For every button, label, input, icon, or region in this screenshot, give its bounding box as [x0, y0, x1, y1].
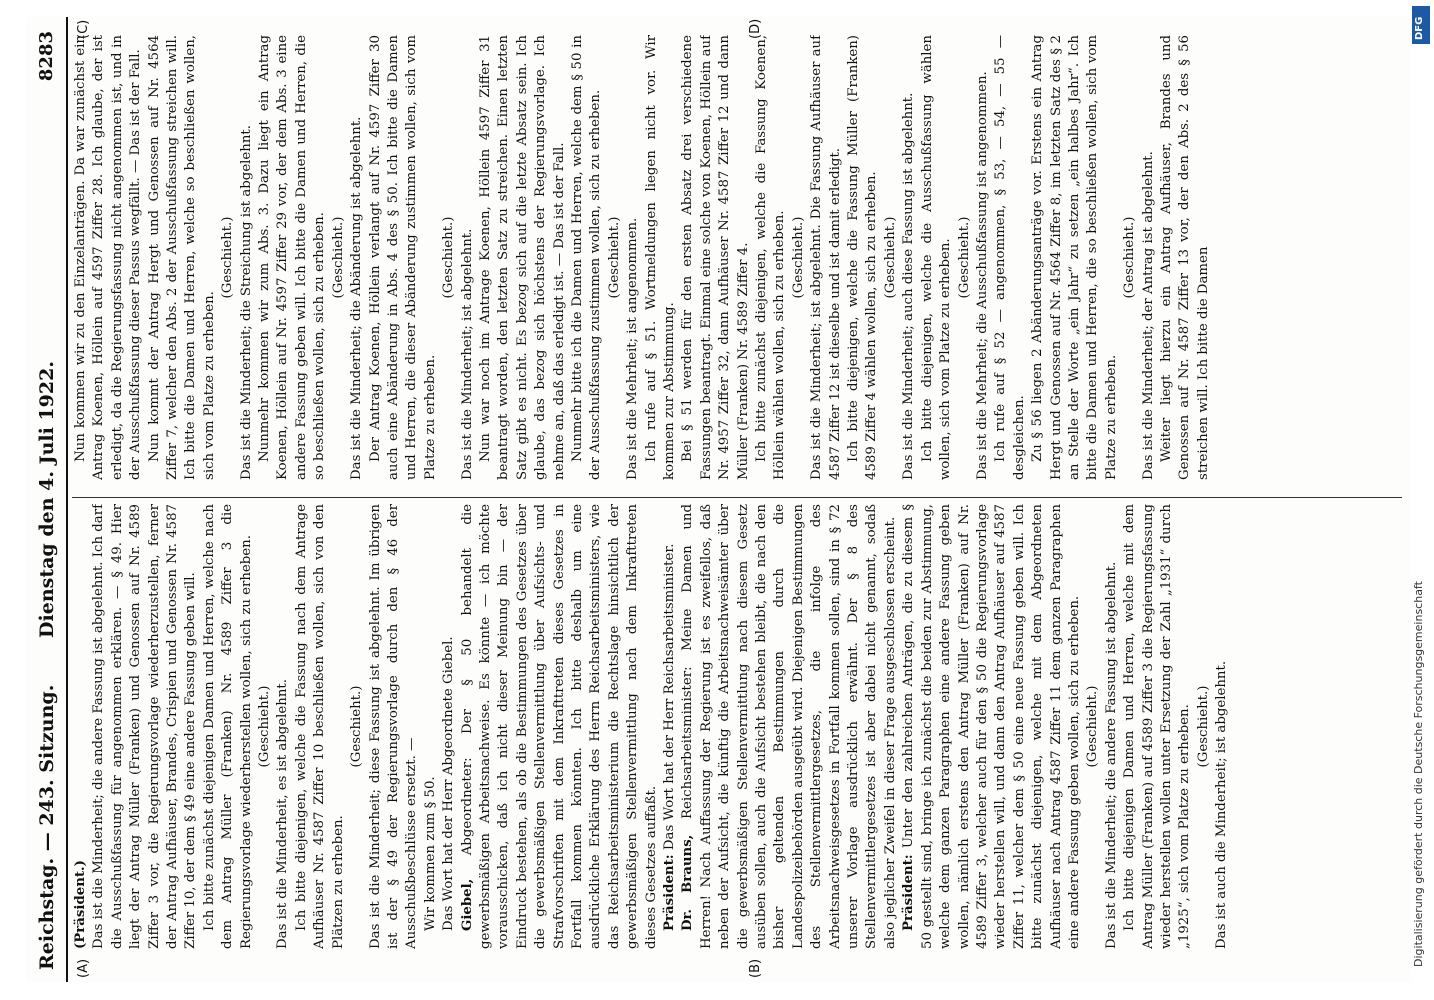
paragraph-text: Nun war noch im Antrage Koenen, Höllein 4597 Ziffer 31 beantragt worden, den letzten Satz zu streichen. Einen letzten Satz gibt es nicht. Es bezog sich auf die letzte Absatz sein. Ich glaube, das bezog sich höchstens der Regierungsvorlage. Ich nehme an, daß das erledigt ist. — Das ist der Fall.: [477, 35, 567, 480]
paragraph: [900, 504, 1084, 949]
right-text-column: [72, 35, 1402, 480]
paragraph-text: (Geschieht.): [441, 216, 457, 299]
paragraph: [330, 35, 348, 480]
paragraph-text: Ich bitte zunächst diejenigen Damen und Herren, welche nach dem Antrag Müller (Franken) Nr. 4589 Ziffer 3 die Regierungsvorlage wiederherstellen wollen, sich zu erheben.: [201, 504, 254, 949]
paragraph-text: Das ist die Minderheit; die Abänderung ist abgelehnt.: [349, 116, 365, 480]
paragraph: [274, 504, 292, 949]
paragraph: [643, 35, 680, 480]
paragraph: [367, 504, 422, 949]
paragraph: [146, 35, 220, 480]
header-left: Reichstag. — 243. Sitzung.: [36, 684, 58, 970]
paragraph-text: Abgeordneter: Der § 50 behandelt die gewerbsmäßigen Arbeitsnachweise. Es könnte — ich möchte vorausschicken, daß ich nicht dieser Meinung bin — der Eindruck bestehen, als ob die Bestimmungen des Gesetzes über die gewerbsmäßigen Stellenvermittlung über Aufsichts- und Strafvorschriften mit dem Inkrafttreten dieses Gesetzes in Fortfall kommen könnten. Ich bitte deshalb um eine ausdrückliche Erklärung des Herrn Reichsarbeitsministers, wie das Reichsarbeitsministerium die Rechtslage hinsichtlich der gewerbsmäßigen Stellenvermittlung nach dem Inkrafttreten dieses Gesetzes auffaßt.: [459, 504, 659, 949]
dfg-logo: DFG: [1412, 6, 1430, 44]
paragraph: [201, 504, 256, 949]
paragraph-text: Ich rufe auf § 51. Wortmeldungen liegen nicht vor. Wir kommen zur Abstimmung.: [643, 35, 677, 480]
paragraph-text: Das ist die Minderheit; auch diese Fassung ist abgelehnt.: [901, 92, 917, 480]
paragraph: [790, 35, 808, 480]
paragraph: [919, 35, 956, 480]
paragraph-text: Ich bitte zunächst diejenigen, welche die Fassung Koenen, Höllein wählen wollen, sich zu erheben.: [754, 35, 788, 480]
paragraph-text: (Geschieht.): [257, 685, 273, 768]
paragraph-text: Nun kommt der Antrag Hergt und Genossen auf Nr. 4564 Ziffer 7, welcher den Abs. 2 der Ausschußfassung streichen will. Ich bitte die Damen und Herren, welche so beschließen wollen, sich vom Platze zu erheben.: [146, 35, 217, 480]
paragraph: [661, 504, 679, 949]
paragraph: [1103, 504, 1121, 949]
paragraph-text: Das ist die Minderheit; ist abgelehnt.: [459, 228, 475, 480]
paragraph: [1121, 504, 1195, 949]
header-date: Dienstag den 4. Juli 1922.: [36, 361, 58, 638]
paragraph-text: Weiter liegt hierzu ein Antrag Aufhäuser, Brandes und Genossen auf Nr. 4587 Ziffer 13 vor, der den Abs. 2 des § 56 streichen will. Ich bitte die Damen: [1158, 35, 1211, 480]
paragraph-text: (Geschieht.): [1122, 216, 1138, 299]
digitization-note: [1412, 500, 1428, 980]
speaker-name: Präsident:: [662, 854, 677, 931]
paragraph: [348, 35, 366, 480]
page-number: 8283: [36, 31, 57, 82]
paragraph-text: Das ist die Minderheit; ist abgelehnt. Die Fassung Aufhäuser auf 4587 Ziffer 12 ist dieselbe und ist damit erledigt.: [809, 35, 843, 480]
paragraph: [845, 35, 882, 480]
paragraph: [422, 504, 440, 949]
paragraph: [90, 504, 200, 949]
paragraph: [753, 35, 790, 480]
paragraph: [72, 35, 146, 480]
paragraph-text: Das ist die Minderheit; die andere Fassung ist abgelehnt.: [1103, 561, 1119, 949]
speaker-name: Giebel,: [459, 878, 475, 931]
paragraph: [1195, 504, 1213, 949]
paragraph-text: (Geschieht.): [790, 216, 806, 299]
paragraph: [808, 35, 845, 480]
paragraph-text: (Geschieht.): [1085, 685, 1101, 768]
paragraph-text: Ich rufe auf § 52 — angenommen, § 53, — 54, — 55 — desgleichen.: [993, 35, 1027, 480]
left-text-column: [72, 504, 1402, 949]
paragraph-text: Zu § 56 liegen 2 Abänderungsanträge vor. Erstens ein Antrag Hergt und Genossen auf Nr. 4564 Ziffer 8, im letzten Satz des § 2 an Stelle der Worte „ein Jahr“ zu setzen „ein halbes Jahr“. Ich bitte die Damen und Herren, die so beschließen wollen, sich vom Platze zu erheben.: [1030, 35, 1119, 480]
paragraph: [1084, 504, 1102, 949]
margin-mark-d: (D): [748, 18, 763, 39]
paragraph-text: (Geschieht.): [956, 216, 972, 299]
paragraph-text: Das Wort hat der Herr Abgeordnete Giebel.: [441, 636, 457, 931]
paragraph: [1158, 35, 1213, 480]
paragraph-text: (Geschieht.): [349, 685, 365, 768]
paragraph-text: Ich bitte diejenigen, welche die Fassung Müller (Franken) 4589 Ziffer 4 wählen wollen, sich zu erheben.: [846, 35, 880, 480]
paragraph-text: (Präsident.): [73, 860, 88, 949]
paragraph: [219, 35, 237, 480]
digitization-note-text: Digitalisierung gefördert durch die Deutsche Forschungsgemeinschaft: [1412, 581, 1425, 967]
paragraph-text: Nunmehr kommen wir zum Abs. 3. Dazu liegt ein Antrag Koenen, Höllein auf Nr. 4597 Ziffer 29 vor, der dem Abs. 3 eine andere Fassung geben will. Ich bitte die Damen und Herren, die so beschließen wollen, sich zu erheben.: [257, 35, 328, 480]
paragraph-text: Bei § 51 werden für den ersten Absatz drei verschiedene Fassungen beantragt. Einmal eine solche von Koenen, Höllein auf Nr. 4957 Ziffer 32, dann Aufhäuser Nr. 4587 Ziffer 12 und dann Müller (Franken) Nr. 4589 Ziffer 4.: [680, 35, 751, 480]
paragraph: [1121, 35, 1139, 480]
paragraph-text: (Geschieht.): [1195, 685, 1211, 768]
paragraph-text: Nunmehr bitte ich die Damen und Herren, welche dem § 50 in der Ausschußfassung zustimmen wollen, sich zu erheben.: [569, 35, 604, 480]
paragraph-text: Wir kommen zum § 50.: [422, 776, 438, 931]
paragraph-text: Nun kommen wir zu den Einzelanträgen. Da war zunächst ein Antrag Koenen, Höllein auf 4597 Ziffer 28. Ich glaube, der ist erledigt, da die Regierungsfassung nicht angenommen ist, und in der Ausschußfassung dieser Passus wegfällt. — Das ist der Fall.: [73, 35, 144, 480]
paragraph: [1213, 504, 1231, 949]
paragraph: [624, 35, 642, 480]
paragraph: [1140, 35, 1158, 480]
paragraph-text: Das ist die Minderheit; die Streichung ist abgelehnt.: [238, 124, 254, 480]
paragraph: [679, 35, 753, 480]
paragraph-text: Das ist die Mehrheit; die Ausschußfassung ist angenommen.: [974, 71, 990, 480]
paragraph: [72, 504, 90, 949]
paragraph-text: Ich bitte diejenigen Damen und Herren, welche mit dem Antrag Müller (Franken) auf 4589 Ziffer 3 die Regierungsfassung wieder herstellen wollen unter Ersetzung der Zahl „1931“ durch „1925“, sich vom Platze zu erheben.: [1122, 504, 1193, 949]
paragraph-text: (Geschieht.): [330, 216, 346, 299]
speaker-name: Präsident:: [901, 854, 917, 931]
paragraph-text: Das ist die Mehrheit; ist angenommen.: [625, 217, 641, 480]
paragraph: [238, 35, 256, 480]
paragraph-text: Das ist die Minderheit, es ist abgelehnt.: [275, 678, 291, 949]
paragraph: [256, 504, 274, 949]
paragraph-text: Ich bitte diejenigen, welche die Ausschußfassung wählen wollen, sich vom Platze zu erheben.: [919, 35, 954, 480]
paragraph: [882, 35, 900, 480]
paragraph: [477, 35, 569, 480]
paragraph: [956, 35, 974, 480]
paragraph: [293, 504, 348, 949]
paragraph-text: Das ist die Minderheit; der Antrag ist abgelehnt.: [1140, 151, 1156, 480]
paragraph-text: (Geschieht.): [606, 216, 622, 299]
paragraph: [348, 504, 366, 949]
paragraph: [256, 35, 330, 480]
paragraph-text: (Geschieht.): [882, 216, 898, 299]
paragraph: [569, 35, 606, 480]
paragraph-text: Das Wort hat der Herr Reichsarbeitsminister.: [662, 543, 677, 855]
paragraph-text: Das ist auch die Minderheit; ist abgelehnt.: [1214, 660, 1230, 949]
paragraph: [900, 35, 918, 480]
paragraph-text: (Geschieht.): [220, 216, 236, 299]
paragraph: [459, 35, 477, 480]
margin-mark-c: (C): [76, 19, 91, 39]
paragraph-text: Reichsarbeitsminister: Meine Damen und Herren! Nach Auffassung der Regierung ist es zweifellos, daß neben der Aufsicht, die künftig die Arbeitsnachweisämter über die gewerbsmäßigen Stellenvermittlung nach diesem Gesetz ausüben sollen, auch die Aufsicht bestehen bleibt, die nach den bisher geltenden Bestimmungen durch die Landespolizeibehörden ausgeübt wird. Diejenigen Bestimmungen des Stellenvermittlergesetzes, die infolge des Arbeitsnachweisgesetzes in Fortfall kommen sollen, sind in § 72 unserer Vorlage ausdrücklich erwähnt. Der § 8 des Stellenvermittlergesetzes ist aber dabei nicht genannt, sodaß also jeglicher Zweifel in dieser Frage ausgeschlossen erscheint.: [680, 504, 898, 949]
paragraph-text: Der Antrag Koenen, Höllein verlangt auf Nr. 4597 Ziffer 30 auch eine Abänderung in Abs. 4 des § 50. Ich bitte die Damen und Herren, die dieser Abänderung zustimmen wollen, sich vom Platze zu erheben.: [367, 35, 438, 480]
speaker-name: Dr. Brauns,: [680, 834, 696, 931]
margin-mark-a: (A): [76, 958, 91, 978]
column-divider: [72, 497, 1402, 498]
page-header: [26, 17, 68, 982]
margin-mark-b: (B): [748, 958, 763, 978]
paragraph-text: Das ist die Minderheit; die andere Fassung ist abgelehnt. Ich darf die Ausschußfassung für angenommen erklären. — § 49. Hier liegt der Antrag Müller (Franken) und Genossen auf Nr. 4589 Ziffer 3 vor, die Regierungsvorlage wiederherzustellen, ferner der Antrag Aufhäuser, Brandes, Crispien und Genossen Nr. 4587 Ziffer 10, der dem § 49 eine andere Fassung geben will.: [91, 504, 199, 949]
paragraph: [440, 35, 458, 480]
paragraph: [459, 504, 661, 949]
paragraph: [606, 35, 624, 480]
paragraph: [992, 35, 1029, 480]
paragraph: [1029, 35, 1121, 480]
paragraph: [974, 35, 992, 480]
paragraph: [440, 504, 458, 949]
paragraph: [367, 35, 441, 480]
rotated-document-page: [26, 17, 1411, 982]
paragraph: [679, 504, 900, 949]
paragraph-text: Das ist die Minderheit; diese Fassung ist abgelehnt. Im übrigen ist der § 49 der Regierungsvorlage durch den § 46 der Ausschußbeschlüsse ersetzt. —: [367, 504, 420, 949]
paragraph-text: Unter den zahlreichen Anträgen, die zu diesem § 50 gestellt sind, bringe ich zunächst die beiden zur Abstimmung, welche dem ganzen Paragraphen eine andere Fassung geben wollen, nämlich erstens den Antrag Müller (Franken) auf Nr. 4589 Ziffer 3, welcher auch für den § 50 die Regierungsvorlage wieder herstellen will, und dann den Antrag Aufhäuser auf 4587 Ziffer 11, welcher dem § 50 eine neue Fassung geben will. Ich bitte zunächst diejenigen, welche mit dem Abgeordneten Aufhäuser nach Antrag 4587 Ziffer 11 dem ganzen Paragraphen eine andere Fassung geben wollen, sich zu erheben.: [901, 504, 1082, 949]
paragraph-text: Ich bitte diejenigen, welche die Fassung nach dem Antrage Aufhäuser Nr. 4587 Ziffer 10 beschließen wollen, sich von den Plätzen zu erheben.: [293, 504, 346, 949]
